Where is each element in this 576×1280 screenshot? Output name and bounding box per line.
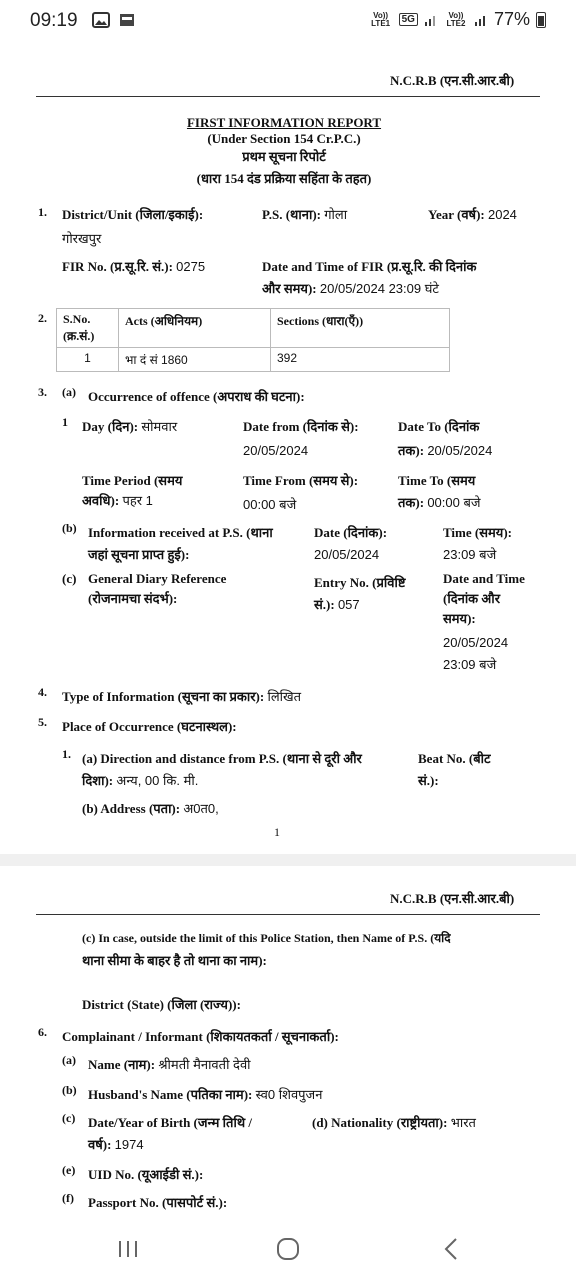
fir-datetime-field (262, 278, 439, 299)
back-button[interactable] (432, 1234, 472, 1264)
uid-label: UID No. (यूआईडी सं.): (88, 1167, 204, 1182)
nationality-field (312, 1112, 476, 1133)
info-type-value: लिखित (267, 689, 302, 704)
passport-label: Passport No. (पासपोर्ट सं.): (88, 1195, 228, 1210)
nationality-label: (d) Nationality (राष्ट्रीयता): (312, 1115, 448, 1130)
gallery-icon (92, 12, 110, 28)
document-page-2 (0, 866, 576, 1216)
info-received-label: Information received at P.S. (थाना (88, 525, 273, 540)
section-6-number: 6. (38, 1025, 47, 1039)
complainant-label: Complainant / Informant (शिकायतकर्ता / सूचनाकर्ता): (62, 1029, 339, 1044)
network-type: 5G (399, 13, 418, 26)
document-page-1 (0, 42, 576, 854)
header-divider-page2 (36, 914, 540, 915)
section-4-number: 4. (38, 685, 47, 699)
name-field (88, 1054, 251, 1075)
navigation-bar (0, 1216, 576, 1280)
ncrb-header: N.C.R.B (एन.सी.आर.बी) (390, 73, 515, 88)
time-from-label: Time From (समय से): (243, 473, 359, 488)
info-time-label: Time (समय): (443, 525, 512, 540)
info-date-value: 20/05/2024 (314, 547, 380, 562)
district-state-label: District (State) (जिला (राज्य)): (82, 997, 241, 1012)
direction-field (82, 770, 198, 791)
time-period-field (82, 490, 153, 511)
nationality-value: भारत (450, 1115, 476, 1130)
table-header-sections: Sections (धारा(एँ)) (271, 309, 450, 348)
report-title-hindi: प्रथम सूचना रिपोर्ट (242, 149, 326, 164)
occurrence-item-number: 1 (62, 415, 68, 429)
outside-ps-label: (c) In case, outside the limit of this Police Station, then Name of P.S. (यदि (82, 931, 451, 945)
day-field (82, 416, 177, 437)
info-type-field (62, 686, 301, 707)
gd-datetime-label-2: (दिनांक और (443, 591, 501, 606)
section-1-number: 1. (38, 205, 47, 219)
time-to-field (398, 492, 481, 513)
app-notification-icon (118, 12, 136, 28)
table-cell-act: भा दं सं 1860 (119, 348, 271, 372)
back-icon (442, 1237, 462, 1261)
table-header-sno: S.No. (क्र.सं.) (57, 309, 119, 348)
district-label: District/Unit (जिला/इकाई): (62, 207, 204, 222)
address-value: अ0त0, (183, 801, 219, 816)
direction-label-2: दिशा): (82, 773, 114, 788)
time-to-label-2: तक): (398, 495, 425, 510)
address-label: (b) Address (पता): (82, 801, 181, 816)
gd-reference-label-2: (रोजनामचा संदर्भ): (88, 591, 178, 606)
gd-datetime-label: Date and Time (443, 571, 525, 586)
fir-datetime-label-2: और समय): (262, 281, 317, 296)
info-time-value: 23:09 बजे (443, 547, 497, 562)
ncrb-header-page2: N.C.R.B (एन.सी.आर.बी) (390, 891, 515, 906)
table-header-acts: Acts (अधिनियम) (119, 309, 271, 348)
section-6f-label: (f) (62, 1191, 74, 1205)
gd-date-value: 20/05/2024 (443, 635, 509, 650)
date-to-field (398, 440, 492, 461)
dob-label-2: वर्ष): (88, 1137, 112, 1152)
gd-reference-label: General Diary Reference (88, 571, 227, 586)
date-from-value: 20/05/2024 (243, 443, 309, 458)
beat-no-label: Beat No. (बीट (418, 751, 491, 766)
report-title: FIRST INFORMATION REPORT (186, 115, 382, 130)
husband-value: स्व0 शिवपुजन (255, 1087, 323, 1102)
table-row (57, 348, 450, 372)
fir-datetime-value: 20/05/2024 23:09 घंटे (319, 281, 439, 296)
husband-field (88, 1084, 322, 1105)
table-cell-sno: 1 (57, 348, 119, 372)
entry-no-value: 057 (337, 597, 360, 612)
year-value: 2024 (487, 207, 517, 222)
gd-datetime-label-3: समय): (443, 611, 476, 626)
recent-apps-button[interactable] (108, 1234, 148, 1264)
dob-field (88, 1134, 144, 1155)
status-bar (0, 0, 576, 42)
table-cell-section: 392 (271, 348, 450, 372)
address-field (82, 798, 219, 819)
fir-value: 0275 (176, 259, 206, 274)
time-period-label-2: अवधि): (82, 493, 120, 508)
acts-table (56, 308, 450, 372)
day-label: Day (दिन): (82, 419, 139, 434)
year-field (428, 204, 517, 225)
time-from-value: 00:00 बजे (243, 497, 297, 512)
gd-time-value: 23:09 बजे (443, 657, 497, 672)
date-to-value: 20/05/2024 (427, 443, 493, 458)
volte1-label: Vo)) LTE1 (371, 10, 391, 28)
name-value: श्रीमती मैनावती देवी (158, 1057, 251, 1072)
section-6e-label: (e) (62, 1163, 76, 1177)
section-6a-label: (a) (62, 1053, 76, 1067)
time-period-value: पहर 1 (122, 493, 153, 508)
recent-apps-icon (117, 1239, 139, 1259)
entry-no-label: Entry No. (प्रविष्टि (314, 575, 406, 590)
info-date-label: Date (दिनांक): (314, 525, 388, 540)
fir-field (62, 256, 205, 277)
section-3c-label: (c) (62, 571, 77, 586)
section-3a-label: (a) (62, 385, 76, 399)
direction-value: अन्य, 00 कि. मी. (116, 773, 199, 788)
section-6b-label: (b) (62, 1083, 77, 1097)
info-received-label-2: जहां सूचना प्राप्त हुई): (88, 547, 190, 562)
home-icon (275, 1236, 301, 1262)
ps-label: P.S. (थाना): (262, 207, 321, 222)
ps-field (262, 204, 347, 225)
husband-label: Husband's Name (पतिका नाम): (88, 1087, 253, 1102)
occurrence-title: Occurrence of offence (अपराध की घटना): (88, 389, 305, 404)
place-item-number: 1. (62, 747, 71, 761)
section-5-number: 5. (38, 715, 47, 729)
date-to-label-2: तक): (398, 443, 425, 458)
dob-label: Date/Year of Birth (जन्म तिथि / (88, 1115, 252, 1130)
section-3b-label: (b) (62, 521, 77, 535)
section-6c-label: (c) (62, 1111, 76, 1125)
time-period-label: Time Period (समय (82, 473, 183, 488)
info-type-label: Type of Information (सूचना का प्रकार): (62, 689, 265, 704)
signal-icon (424, 13, 438, 27)
page-number: 1 (274, 825, 280, 839)
name-label: Name (नाम): (88, 1057, 156, 1072)
day-value: सोमवार (141, 419, 178, 434)
outside-ps-label-2: थाना सीमा के बाहर है तो थाना का नाम): (82, 953, 267, 968)
report-subtitle-hindi: (धारा 154 दंड प्रक्रिया सहिंता के तहत) (196, 171, 372, 186)
header-divider (36, 96, 540, 97)
battery-percent: 77% (493, 9, 530, 29)
page-gap (0, 854, 576, 866)
volte2-label: Vo)) LTE2 (446, 10, 466, 28)
fir-label: FIR No. (प्र.सू.रि. सं.): (62, 259, 173, 274)
section-2-number: 2. (38, 311, 47, 325)
time-to-value: 00:00 बजे (427, 495, 481, 510)
time-to-label: Time To (समय (398, 473, 476, 488)
clock: 09:19 (30, 10, 78, 31)
year-label: Year (वर्ष): (428, 207, 485, 222)
fir-datetime-label: Date and Time of FIR (प्र.सू.रि. की दिनांक (262, 259, 477, 274)
dob-value: 1974 (114, 1137, 144, 1152)
date-from-label: Date from (दिनांक से): (243, 419, 359, 434)
report-subtitle: (Under Section 154 Cr.P.C.) (207, 131, 361, 146)
ps-value: गोला (324, 207, 348, 222)
place-of-occurrence-label: Place of Occurrence (घटनास्थल): (62, 719, 237, 734)
section-3-number: 3. (38, 385, 47, 399)
district-value: गोरखपुर (62, 231, 102, 246)
date-to-label: Date To (दिनांक (398, 419, 480, 434)
battery-icon (536, 12, 546, 28)
home-button[interactable] (268, 1234, 308, 1264)
status-right (369, 9, 546, 30)
entry-no-field (314, 594, 360, 615)
table-header-row (57, 309, 450, 348)
entry-no-label-2: सं.): (314, 597, 335, 612)
direction-label: (a) Direction and distance from P.S. (थाना से दूरी और (82, 751, 362, 766)
signal-icon-2 (474, 13, 488, 27)
beat-no-label-2: सं.): (418, 773, 439, 788)
